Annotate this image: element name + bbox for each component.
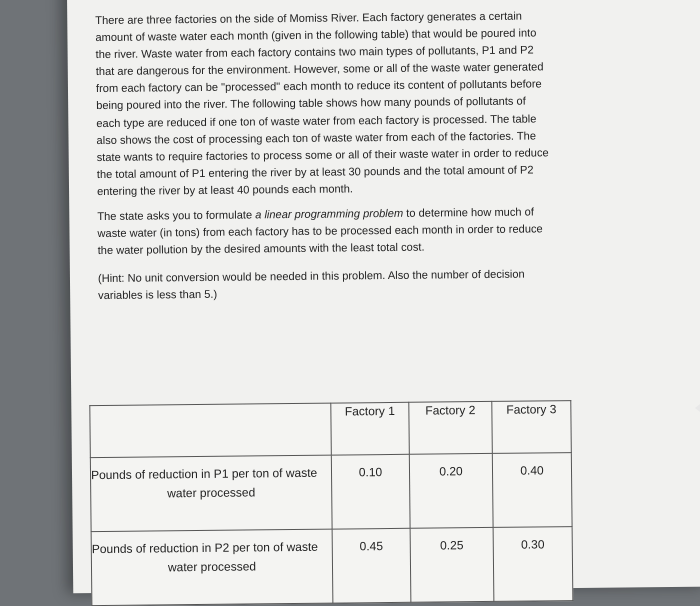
table-header-row xyxy=(90,401,572,458)
row-label-p2: Pounds of reduction in P2 per ton of waste water processed xyxy=(91,529,333,606)
header-factory-1: Factory 1 xyxy=(331,402,410,455)
cell-p1-factory-2: 0.20 xyxy=(409,453,493,528)
cell-p2-factory-1: 0.45 xyxy=(332,528,411,603)
header-factory-3: Factory 3 xyxy=(492,401,572,454)
emphasis-lp: a linear programming problem xyxy=(255,207,404,222)
cell-p1-factory-3: 0.40 xyxy=(492,453,572,528)
table-row xyxy=(90,453,572,532)
problem-description: There are three factories on the side of Momiss River. Each factory generates a certain amount of waste water each month (given in the following table) that would be poured into the river. Waste water from each factory contains two main types of pollutants, P1 and P2 that are dangerous for the environment. However, some or all of the waste water generated from each factory can be "processed" each month to reduce its content of pollutants before being poured into the river. The following table shows how many pounds of pollutants of each type are reduced if one ton of waste water from each factory is processed. The table also shows the cost of processing each ton of waste water from each of the factories. The state wants to require factories to process some or all of their waste water in order to reduce the total amount of P1 entering the river by at least 30 pounds and the total amount of P2 entering the river by at least 40 pounds each month. xyxy=(95,10,549,198)
pollution-table xyxy=(89,400,573,606)
header-factory-2: Factory 2 xyxy=(409,401,493,454)
cell-p2-factory-2: 0.25 xyxy=(410,527,494,602)
table-corner-cell xyxy=(90,403,332,458)
table-row xyxy=(91,527,573,606)
problem-text xyxy=(95,8,553,305)
hint-text: (Hint: No unit conversion would be needed in this problem. Also the number of decision variables is less than 5.) xyxy=(97,268,525,303)
task-statement: The state asks you to formulate a linear programming problem to determine how much of waste water (in tons) from each factory has to be processed each month in order to reduce the water pollution by the desired amounts with the least total cost. xyxy=(97,206,543,258)
document-page xyxy=(67,0,700,593)
cell-p2-factory-3: 0.30 xyxy=(493,527,573,602)
cell-p1-factory-1: 0.10 xyxy=(331,454,410,529)
page-edge-arrow-icon xyxy=(695,404,700,412)
row-label-p1: Pounds of reduction in P1 per ton of waste water processed xyxy=(90,455,332,532)
